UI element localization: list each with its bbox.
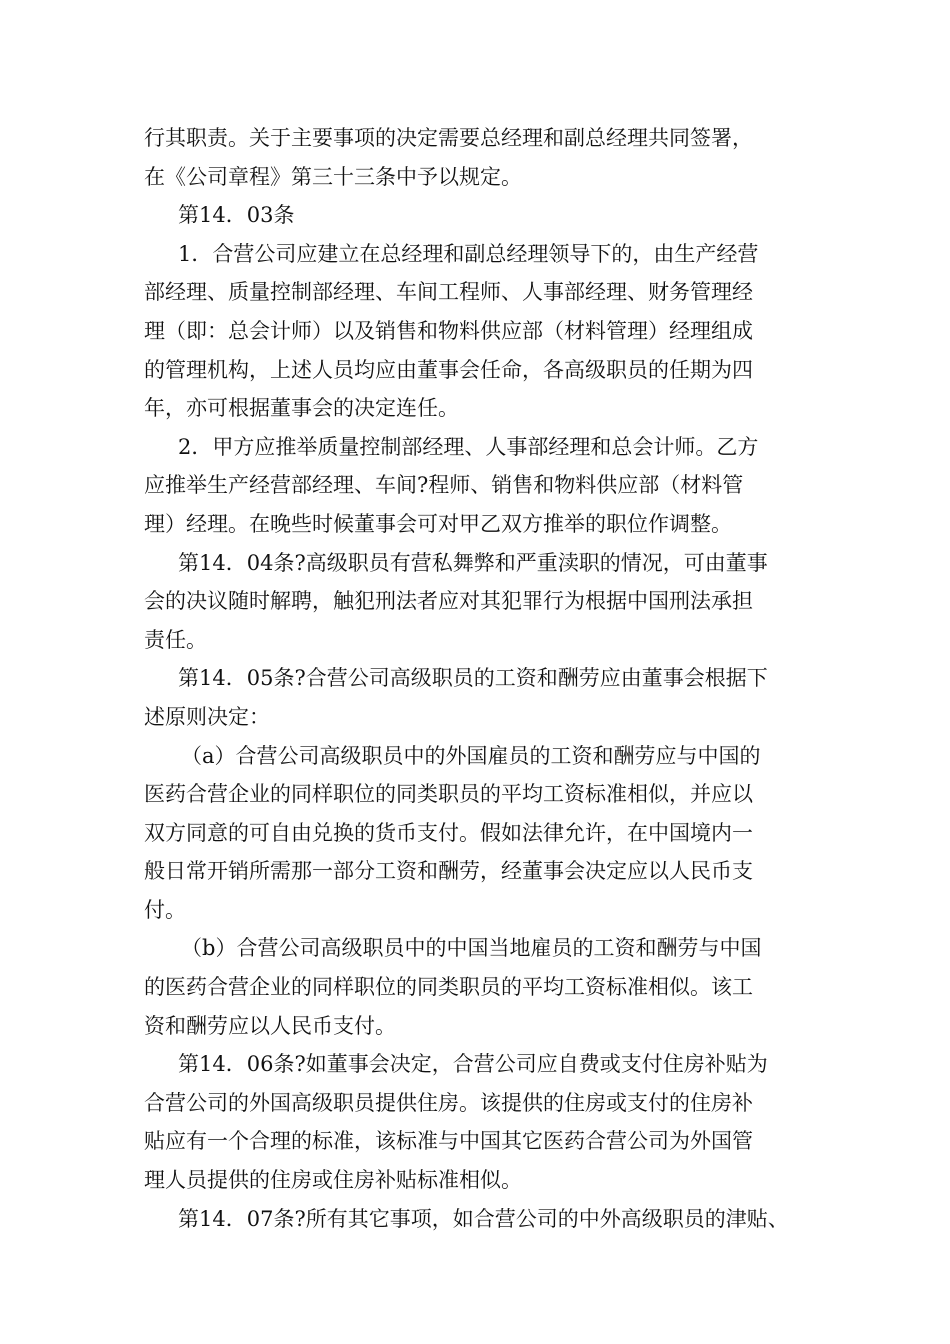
text-line: 医药合营企业的同样职位的同类职员的平均工资标准相似，并应以: [144, 782, 753, 807]
text-line: 的管理机构，上述人员均应由董事会任命，各高级职员的任期为四: [144, 357, 753, 382]
text-line: 付。: [144, 897, 186, 922]
text-line: 1．合营公司应建立在总经理和副总经理领导下的，由生产经营: [178, 241, 759, 266]
text-line: （a）合营公司高级职员中的外国雇员的工资和酬劳应与中国的: [181, 743, 761, 768]
text-line: 第14．07条?所有其它事项，如合营公司的中外高级职员的津贴、: [178, 1206, 789, 1231]
text-line: 合营公司的外国高级职员提供住房。该提供的住房或支付的住房补: [144, 1090, 753, 1115]
text-line: 在《公司章程》第三十三条中予以规定。: [144, 164, 522, 189]
text-line: 贴应有一个合理的标准，该标准与中国其它医药合营公司为外国管: [144, 1129, 753, 1154]
text-line: 会的决议随时解聘，触犯刑法者应对其犯罪行为根据中国刑法承担: [144, 589, 753, 614]
text-line: 第14．05条?合营公司高级职员的工资和酬劳应由董事会根据下: [178, 666, 768, 691]
text-line: （b）合营公司高级职员中的中国当地雇员的工资和酬劳与中国: [181, 936, 762, 961]
text-line: 般日常开销所需那一部分工资和酬劳，经董事会决定应以人民币支: [144, 859, 753, 884]
text-line: 应推举生产经营部经理、车间?程师、销售和物料供应部（材料管: [144, 473, 744, 498]
text-line: 部经理、质量控制部经理、车间工程师、人事部经理、财务管理经: [144, 280, 753, 305]
text-line: 资和酬劳应以人民币支付。: [144, 1013, 396, 1038]
text-line: 的医药合营企业的同样职位的同类职员的平均工资标准相似。该工: [144, 975, 753, 1000]
text-line: 述原则决定：: [144, 704, 270, 729]
text-line: 第14．04条?高级职员有营私舞弊和严重渎职的情况，可由董事: [178, 550, 768, 575]
text-line: 双方同意的可自由兑换的货币支付。假如法律允许，在中国境内一: [144, 820, 753, 845]
text-line: 理）经理。在晚些时候董事会可对甲乙双方推举的职位作调整。: [144, 511, 732, 536]
text-line: 理（即：总会计师）以及销售和物料供应部（材料管理）经理组成: [144, 318, 753, 343]
document-body-text: [144, 119, 824, 1238]
text-line: 2．甲方应推举质量控制部经理、人事部经理和总会计师。乙方: [178, 434, 759, 459]
text-line: 行其职责。关于主要事项的决定需要总经理和副总经理共同签署，: [144, 126, 753, 150]
text-line: 第14．06条?如董事会决定，合营公司应自费或支付住房补贴为: [178, 1052, 768, 1077]
text-line: 责任。: [144, 627, 207, 652]
text-line: 理人员提供的住房或住房补贴标准相似。: [144, 1168, 522, 1193]
text-line: 第14．03条: [178, 203, 295, 228]
text-line: 年，亦可根据董事会的决定连任。: [144, 396, 459, 421]
